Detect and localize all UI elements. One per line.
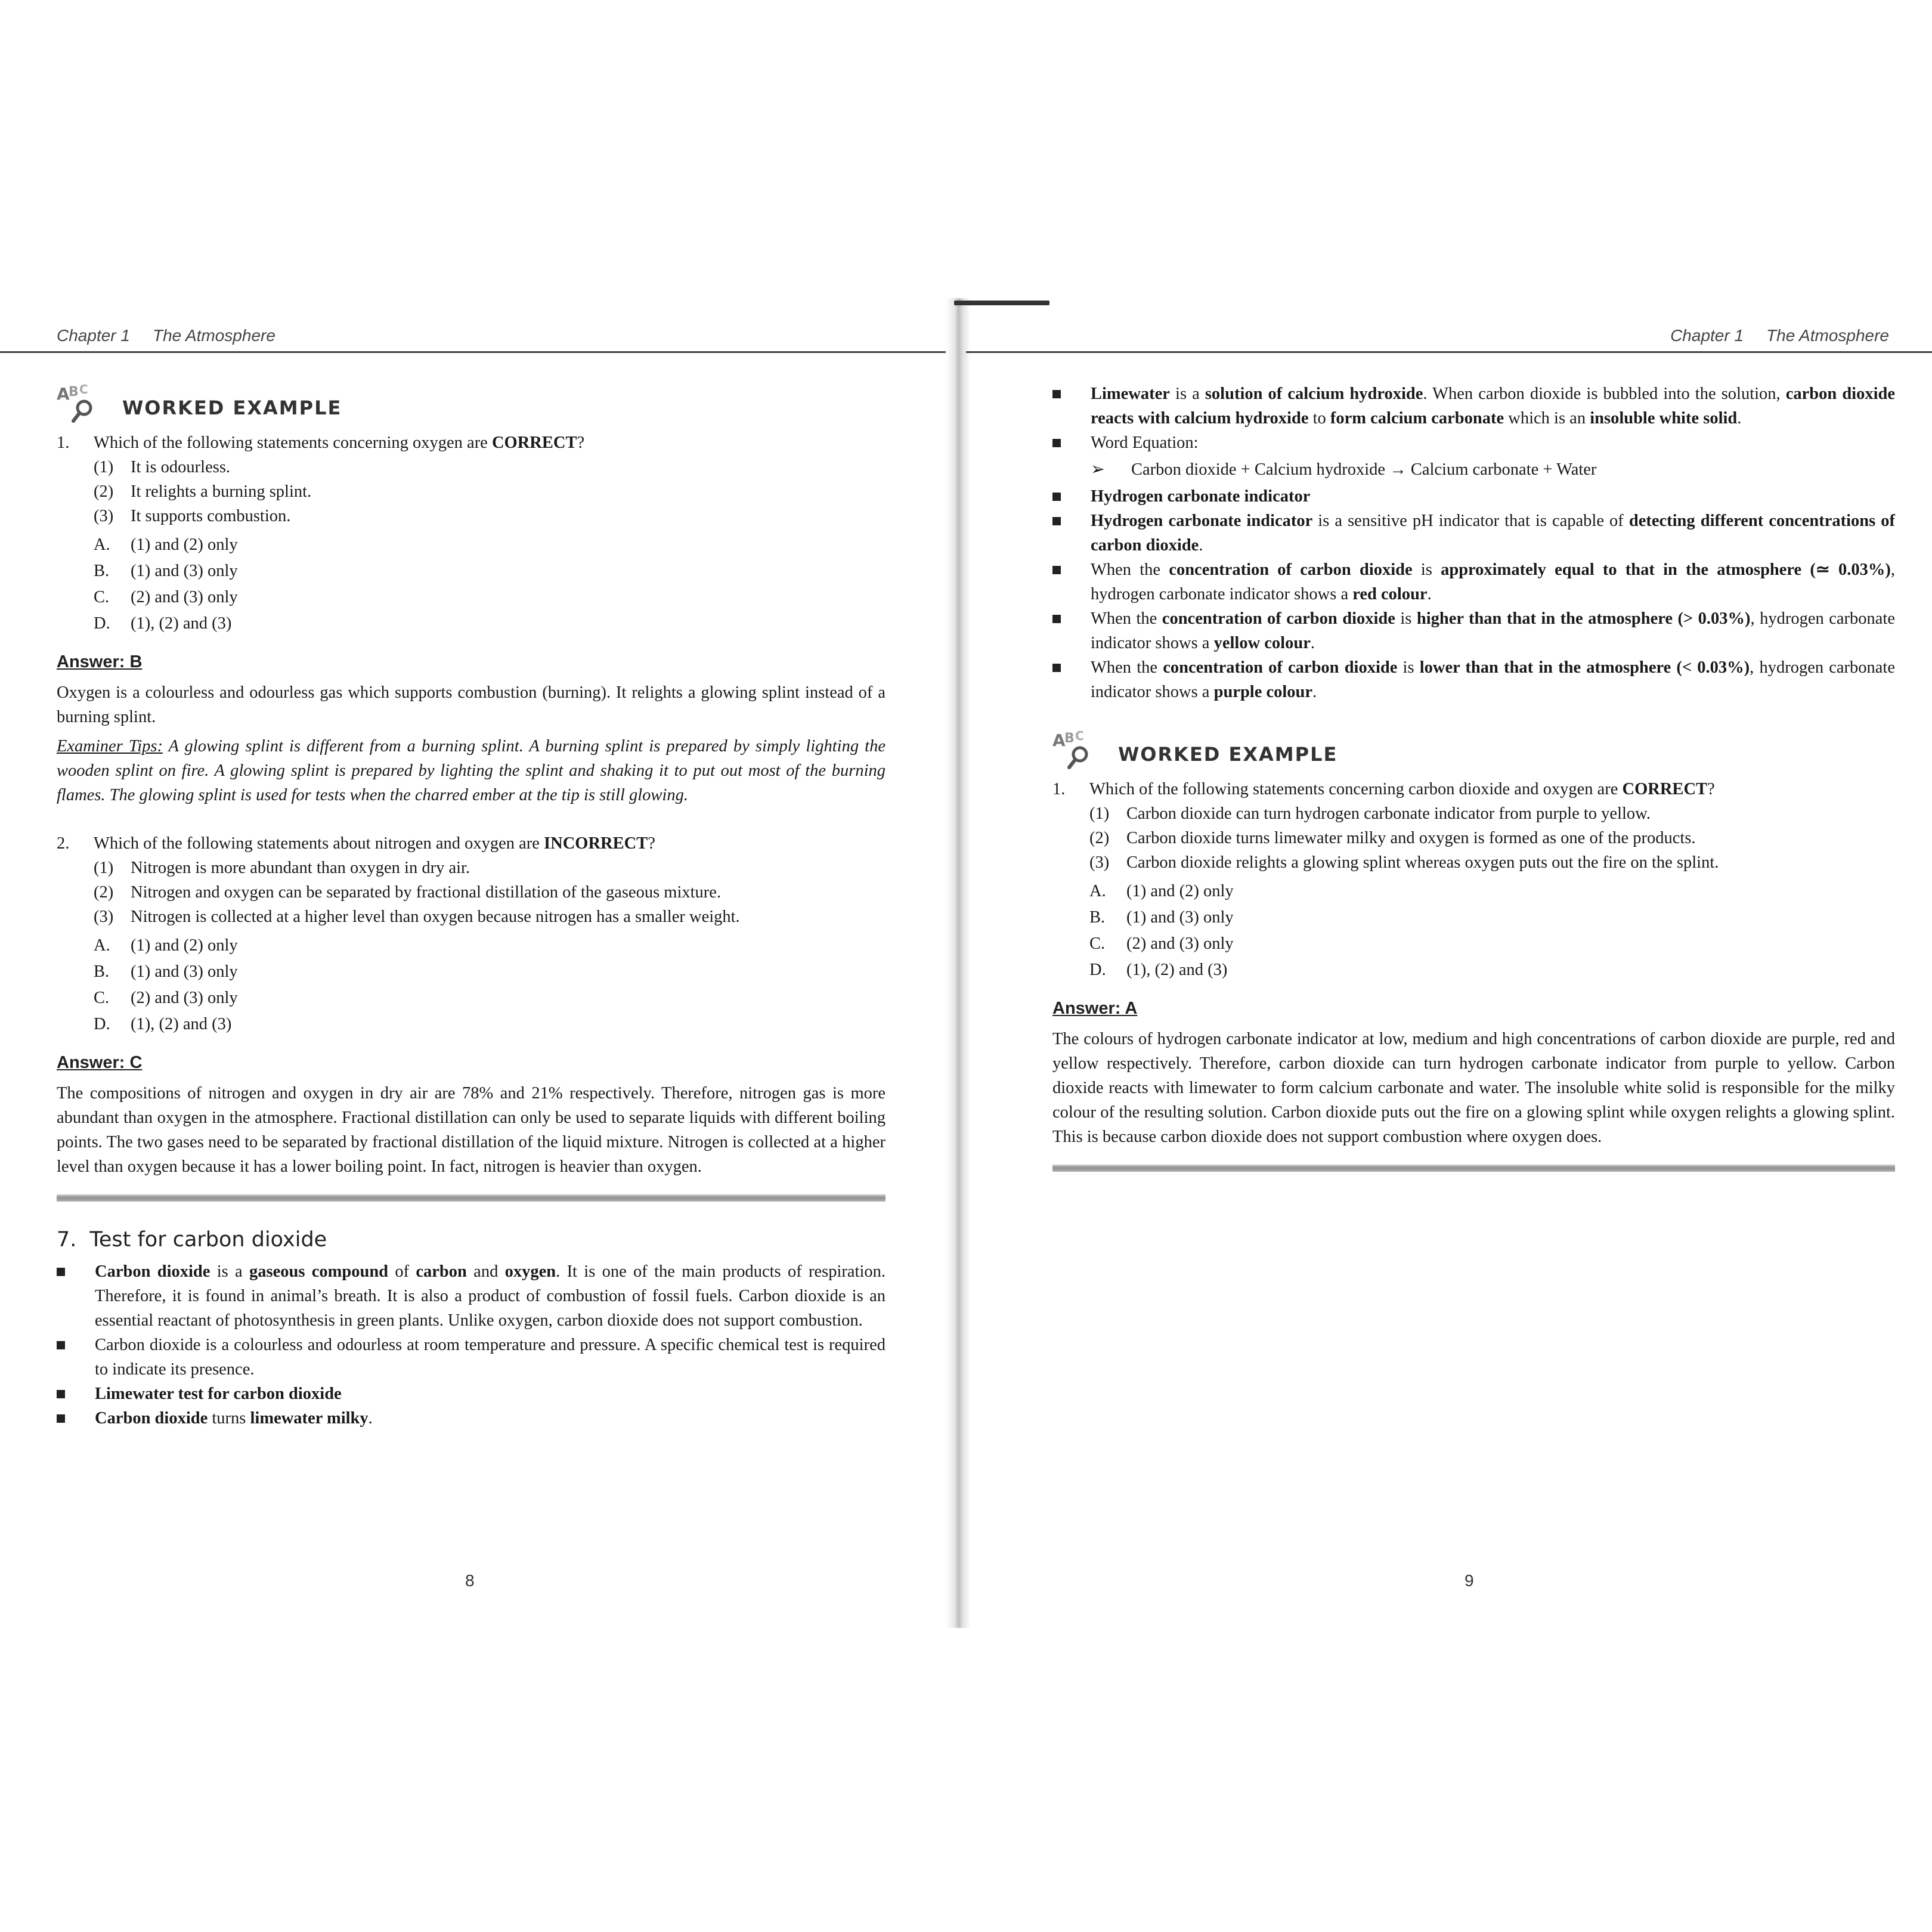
question-prompt [57, 831, 886, 856]
square-bullet-icon [1052, 390, 1061, 398]
section-divider [57, 1194, 886, 1202]
square-bullet-icon [57, 1341, 65, 1349]
question-text: Which of the following statements concerning oxygen are CORRECT? [94, 434, 585, 452]
worked-example-label: WORKED EXAMPLE [1118, 742, 1338, 766]
bullet-item: Carbon dioxide turns limewater milky. [57, 1406, 886, 1431]
option-a: A. (1) and (2) only [94, 936, 238, 955]
bullet-item: Word Equation: [1052, 431, 1895, 455]
square-bullet-icon [1052, 566, 1061, 574]
option-c: C. (2) and (3) only [1089, 934, 1234, 953]
answer-explanation: Oxygen is a colourless and odourless gas which supports combustion (burning). It relights a glowing splint instead of a burning splint. [57, 683, 886, 726]
svg-text:C: C [79, 382, 88, 397]
question-1 [1052, 777, 1895, 1149]
bullet-item: When the concentration of carbon dioxide is approximately equal to that in the atmosphere (≃ 0.03%), hydrogen carbonate indicator shows a red colour. [1052, 558, 1895, 606]
square-bullet-icon [57, 1268, 65, 1276]
section-title: Test for carbon dioxide [89, 1228, 327, 1252]
worked-example-heading [57, 382, 886, 423]
option-d: D. (1), (2) and (3) [1089, 961, 1228, 979]
option-a: A. (1) and (2) only [1089, 882, 1234, 900]
statement: (1) Nitrogen is more abundant than oxygen in dry air. [94, 859, 470, 877]
question-2 [57, 831, 886, 1179]
statement: (3) Carbon dioxide relights a glowing splint whereas oxygen puts out the fire on the splint. [1089, 853, 1719, 872]
right-content [1052, 382, 1895, 1172]
option-d: D. (1), (2) and (3) [94, 1015, 232, 1033]
answer-explanation: The compositions of nitrogen and oxygen in dry air are 78% and 21% respectively. Therefore, nitrogen gas is more abundant than oxygen in the atmosphere. Fractional distillation can only be used to separate liquids with different boiling points. The two gases need to be separated by fractional distillation of the liquid mixture. Nitrogen is collected at a higher level than oxygen because it has a lower boiling point. In fact, nitrogen is heavier than oxygen. [57, 1084, 886, 1176]
question-number: 1. [1052, 780, 1066, 798]
statement: (2) Carbon dioxide turns limewater milky and oxygen is formed as one of the products. [1089, 829, 1696, 847]
worked-example-label: WORKED EXAMPLE [122, 396, 342, 419]
section-divider [1052, 1165, 1895, 1172]
square-bullet-icon [57, 1414, 65, 1423]
bullet-item: When the concentration of carbon dioxide is higher than that in the atmosphere (> 0.03%), hydrogen carbonate indicator shows a yellow colour. [1052, 606, 1895, 655]
answer-label: Answer: C [57, 1053, 143, 1072]
options [57, 933, 886, 1038]
question-number: 2. [57, 834, 70, 853]
statement: (1) Carbon dioxide can turn hydrogen carbonate indicator from purple to yellow. [1089, 804, 1651, 823]
statement: (3) It supports combustion. [94, 507, 291, 525]
page-left [0, 298, 954, 1634]
page-right [966, 298, 1932, 1634]
left-content [57, 382, 886, 1431]
answer-label: Answer: A [1052, 999, 1138, 1018]
abc-magnifier-icon [1052, 728, 1110, 770]
svg-text:A: A [57, 384, 70, 404]
page-number: 8 [465, 1571, 475, 1590]
section-bullets [57, 1259, 886, 1431]
examiner-tips: Examiner Tips: A glowing splint is different from a burning splint. A burning splint is prepared by simply lighting the wooden splint on fire. A glowing splint is prepared by lighting the splint and shaking it to put out most of the burning flames. The glowing splint is used for tests when the charred ember at the tip is still glowing. [57, 737, 886, 804]
question-text: Which of the following statements concerning carbon dioxide and oxygen are CORRECT? [1089, 780, 1715, 798]
square-bullet-icon [1052, 517, 1061, 525]
bullet-item: Limewater test for carbon dioxide [57, 1382, 886, 1406]
statement: (2) It relights a burning splint. [94, 482, 312, 501]
svg-text:B: B [69, 385, 79, 400]
running-head-left [0, 323, 954, 353]
page-number: 9 [1465, 1571, 1474, 1590]
statement: (3) Nitrogen is collected at a higher level than oxygen because nitrogen has a smaller weight. [94, 908, 740, 926]
option-b: B. (1) and (3) only [94, 562, 238, 580]
options [1052, 878, 1895, 983]
abc-magnifier-icon [57, 382, 114, 423]
option-c: C. (2) and (3) only [94, 989, 238, 1007]
svg-text:C: C [1075, 729, 1084, 743]
option-b: B. (1) and (3) only [1089, 908, 1234, 927]
question-text: Which of the following statements about nitrogen and oxygen are INCORRECT? [94, 834, 655, 853]
indicator-bullets [1052, 484, 1895, 704]
square-bullet-icon [1052, 493, 1061, 501]
bullet-item: When the concentration of carbon dioxide is lower than that in the atmosphere (< 0.03%), hydrogen carbonate indicator shows a purple colour. [1052, 655, 1895, 704]
chapter-label: Chapter 1 [1670, 326, 1744, 345]
svg-text:A: A [1052, 730, 1066, 750]
word-equation-text: Carbon dioxide + Calcium hydroxide → Calcium carbonate + Water [1131, 460, 1597, 479]
word-equation [1052, 457, 1895, 482]
bullet-item: Carbon dioxide is a colourless and odourless at room temperature and pressure. A specific chemical test is required to indicate its presence. [57, 1333, 886, 1382]
svg-text:B: B [1064, 731, 1075, 746]
worked-example-heading [1052, 728, 1895, 770]
square-bullet-icon [1052, 615, 1061, 623]
section-number: 7. [57, 1228, 77, 1252]
statement: (1) It is odourless. [94, 458, 231, 476]
running-head-right [966, 323, 1932, 353]
square-bullet-icon [1052, 439, 1061, 447]
limewater-bullets [1052, 382, 1895, 455]
square-bullet-icon [1052, 664, 1061, 672]
question-prompt [57, 431, 886, 455]
question-number: 1. [57, 434, 70, 452]
section-heading [57, 1228, 886, 1252]
chapter-title: The Atmosphere [152, 326, 275, 345]
option-b: B. (1) and (3) only [94, 962, 238, 981]
option-c: C. (2) and (3) only [94, 588, 238, 606]
bullet-item: Hydrogen carbonate indicator [1052, 484, 1895, 509]
book-spread [0, 298, 1932, 1634]
chapter-label: Chapter 1 [57, 326, 130, 345]
answer-explanation: The colours of hydrogen carbonate indicator at low, medium and high concentrations of carbon dioxide are purple, red and yellow respectively. Therefore, carbon dioxide can turn hydrogen carbonate indicator from purple to yellow. Carbon dioxide reacts with limewater to form calcium carbonate and water. The insoluble white solid is responsible for the milky colour of the resulting solution. Carbon dioxide puts out the fire on a glowing splint while oxygen relights a glowing splint. This is because carbon dioxide does not support combustion where oxygen does. [1052, 1030, 1895, 1146]
answer-label: Answer: B [57, 652, 143, 671]
bullet-item: Limewater is a solution of calcium hydroxide. When carbon dioxide is bubbled into the solution, carbon dioxide reacts with calcium hydroxide to form calcium carbonate which is an insoluble white solid. [1052, 382, 1895, 431]
question-prompt [1052, 777, 1895, 801]
statement: (2) Nitrogen and oxygen can be separated by fractional distillation of the gaseous mixture. [94, 883, 722, 902]
chapter-title: The Atmosphere [1766, 326, 1889, 345]
arrow-bullet-icon: ➢ [1091, 460, 1105, 479]
square-bullet-icon [57, 1390, 65, 1398]
question-1 [57, 431, 886, 807]
option-d: D. (1), (2) and (3) [94, 614, 232, 633]
bullet-item: Carbon dioxide is a gaseous compound of carbon and oxygen. It is one of the main products of respiration. Therefore, it is found in animal’s breath. It is also a product of combustion of fossil fuels. Carbon dioxide is an essential reactant of photosynthesis in green plants. Unlike oxygen, carbon dioxide does not support combustion. [57, 1259, 886, 1333]
option-a: A. (1) and (2) only [94, 535, 238, 554]
bullet-item: Hydrogen carbonate indicator is a sensitive pH indicator that is capable of detecting different concentrations of carbon dioxide. [1052, 509, 1895, 558]
options [57, 532, 886, 637]
